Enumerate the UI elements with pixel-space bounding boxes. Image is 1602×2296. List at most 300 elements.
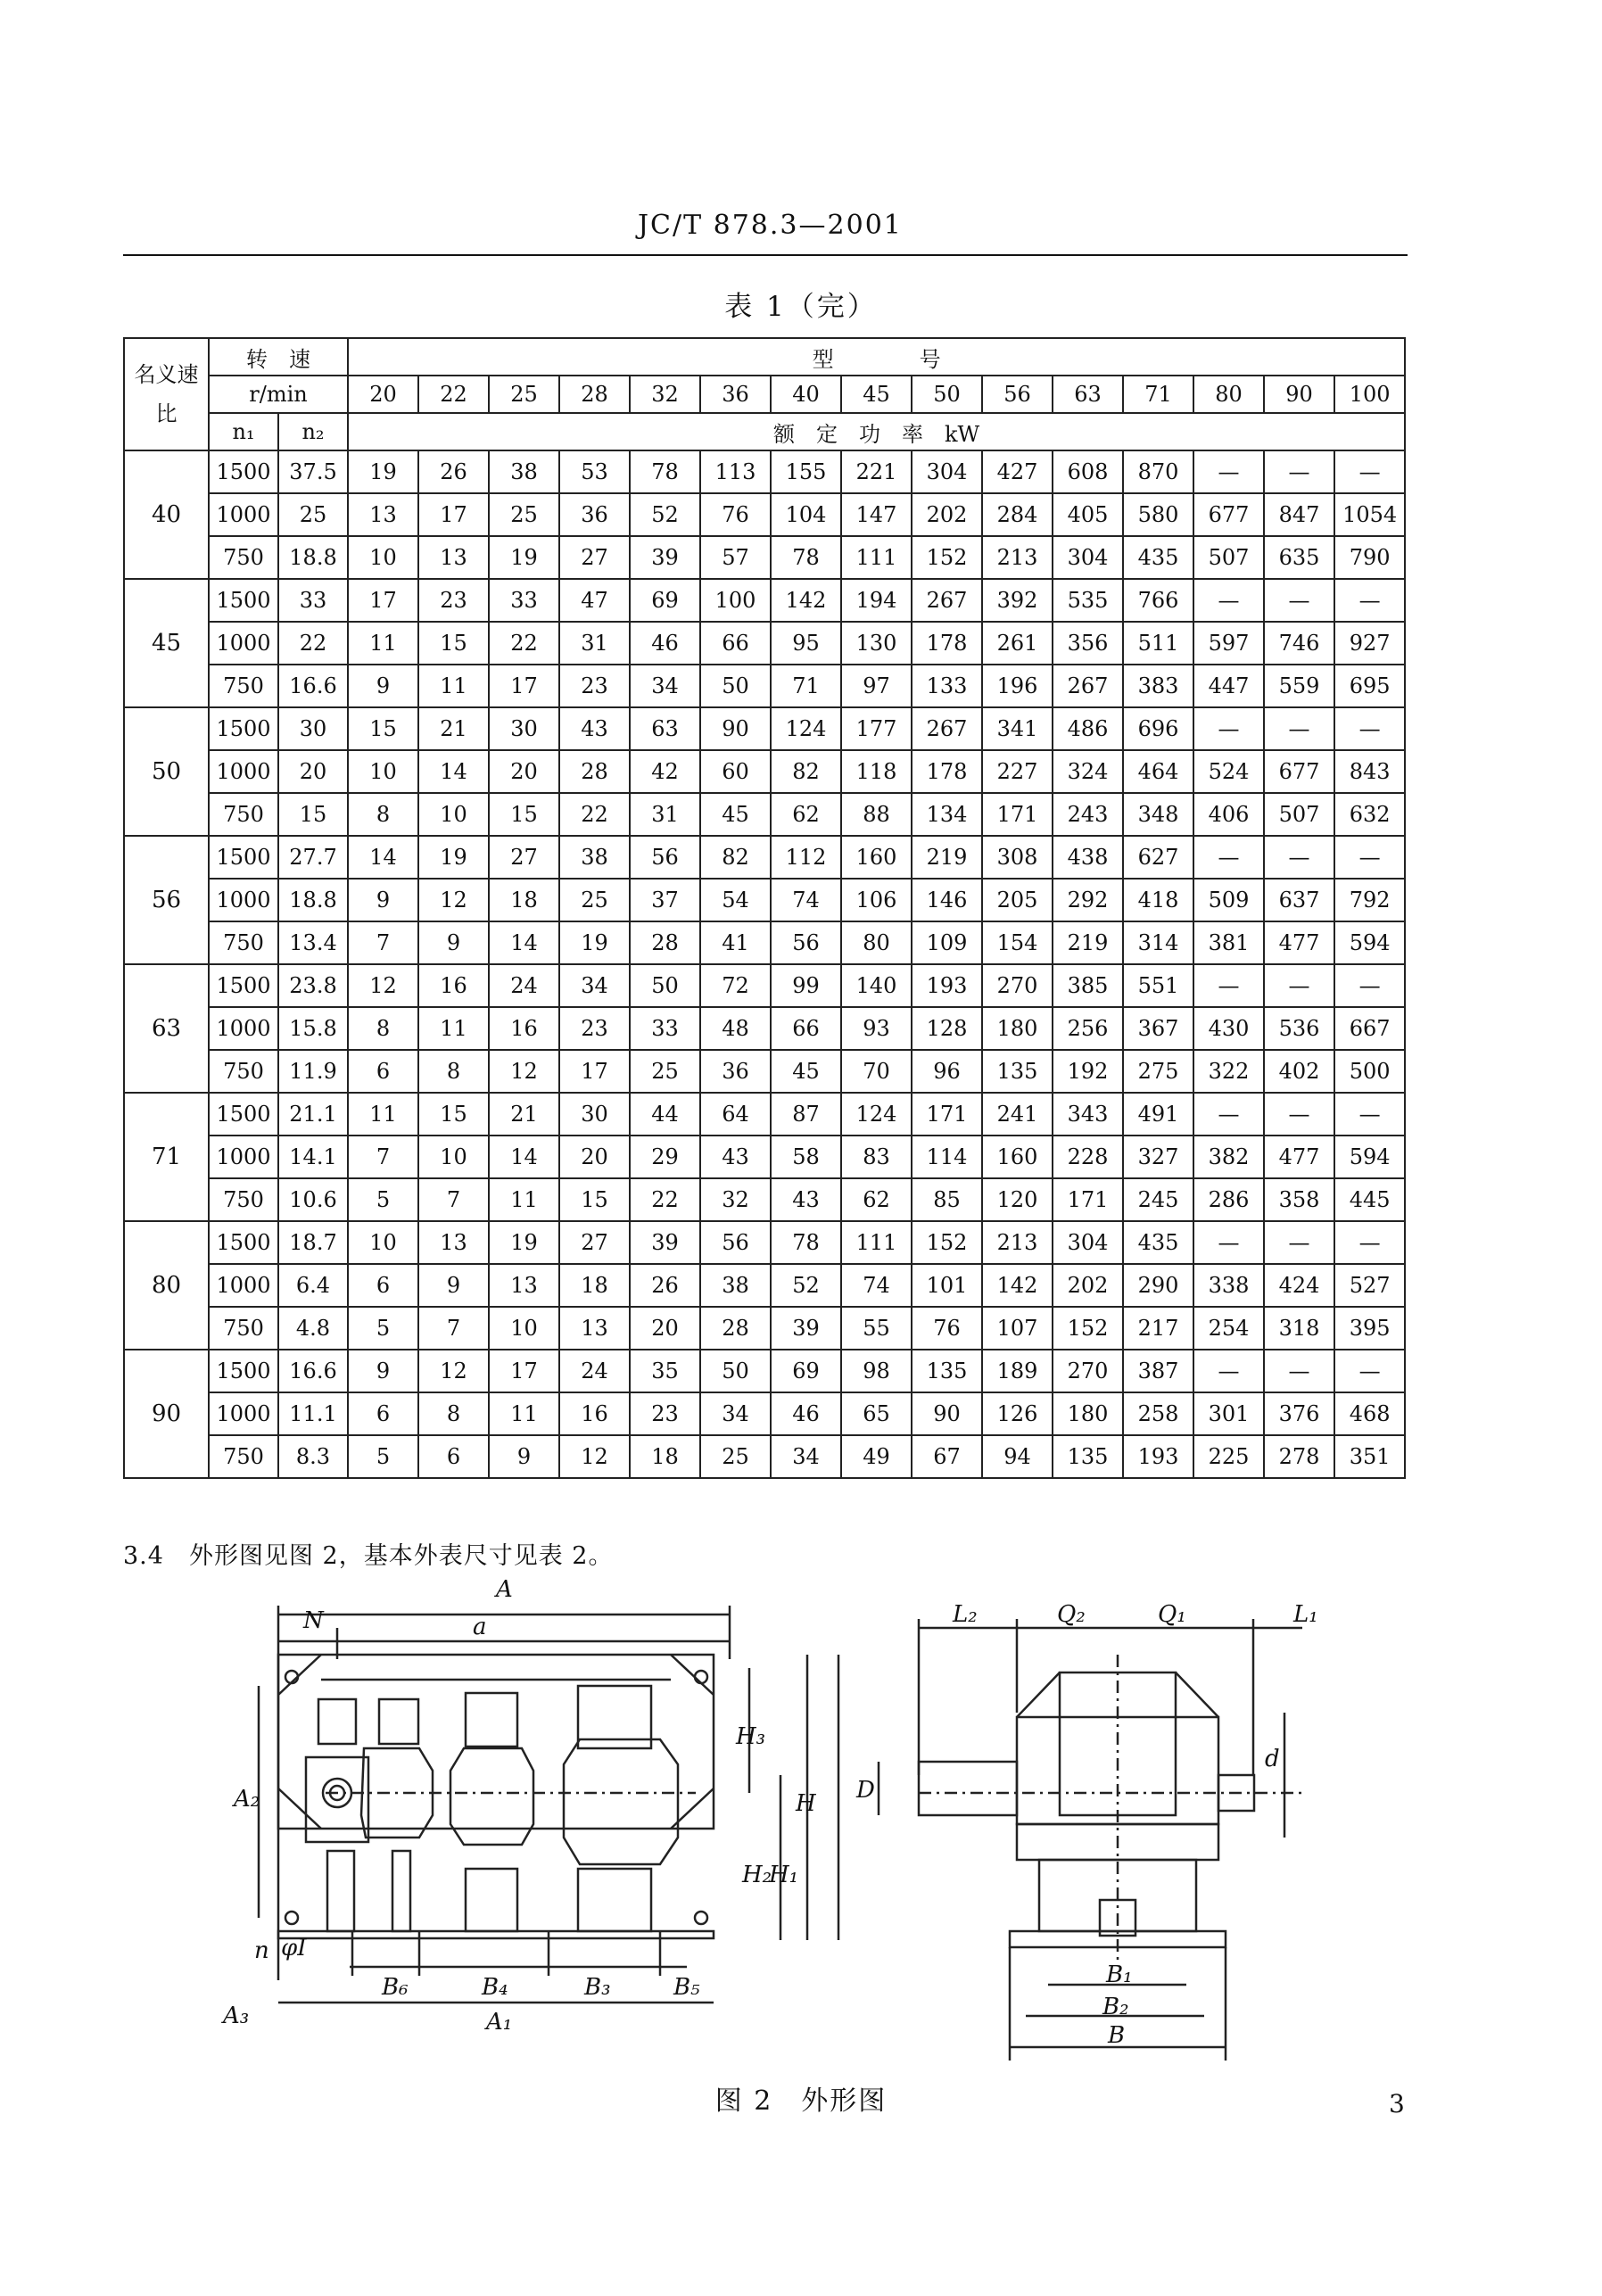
power-cell: 100 (700, 579, 771, 622)
power-cell: 696 (1123, 707, 1193, 750)
power-cell: 314 (1123, 921, 1193, 964)
power-cell: 98 (841, 1350, 912, 1392)
power-cell: 559 (1264, 665, 1334, 707)
power-cell: 270 (1053, 1350, 1123, 1392)
power-cell: 25 (630, 1050, 700, 1093)
power-cell: 6 (348, 1050, 418, 1093)
power-cell: 17 (489, 665, 559, 707)
model-cell: 90 (1264, 376, 1334, 413)
power-cell: 41 (700, 921, 771, 964)
power-cell: 78 (771, 536, 841, 579)
dim-B6: B₆ (382, 1974, 409, 2001)
power-cell: 130 (841, 622, 912, 665)
power-cell: 95 (771, 622, 841, 665)
speed-cell: 11.9 (278, 1050, 348, 1093)
power-cell: 26 (418, 450, 489, 493)
speed-cell: 8.3 (278, 1435, 348, 1478)
model-cell: 28 (559, 376, 630, 413)
power-cell: 14 (489, 1136, 559, 1178)
dim-Q1: Q₁ (1158, 1601, 1186, 1628)
power-cell: 69 (630, 579, 700, 622)
power-cell: 90 (700, 707, 771, 750)
power-cell: 356 (1053, 622, 1123, 665)
power-cell: 254 (1193, 1307, 1264, 1350)
model-cell: 40 (771, 376, 841, 413)
speed-cell: 1500 (209, 1221, 278, 1264)
section-paragraph: 3.4 外形图见图 2，基本外表尺寸见表 2。 (123, 1542, 614, 1570)
power-cell: 491 (1123, 1093, 1193, 1136)
power-cell: 50 (700, 1350, 771, 1392)
power-cell: 29 (630, 1136, 700, 1178)
power-cell: 93 (841, 1007, 912, 1050)
power-cell: 11 (489, 1178, 559, 1221)
power-cell: 38 (489, 450, 559, 493)
speed-cell: 6.4 (278, 1264, 348, 1307)
power-cell: 38 (700, 1264, 771, 1307)
power-cell: 847 (1264, 493, 1334, 536)
power-cell: 318 (1264, 1307, 1334, 1350)
power-cell: 290 (1123, 1264, 1193, 1307)
power-cell: 171 (912, 1093, 982, 1136)
speed-cell: 750 (209, 1307, 278, 1350)
power-cell: 367 (1123, 1007, 1193, 1050)
speed-cell: 750 (209, 536, 278, 579)
power-cell: 580 (1123, 493, 1193, 536)
power-cell: 243 (1053, 793, 1123, 836)
speed-cell: 11.1 (278, 1392, 348, 1435)
dim-a: a (473, 1614, 487, 1640)
power-cell: 90 (912, 1392, 982, 1435)
power-cell: 124 (771, 707, 841, 750)
power-cell: 107 (982, 1307, 1053, 1350)
power-cell: 50 (700, 665, 771, 707)
power-cell: 33 (630, 1007, 700, 1050)
power-cell: 405 (1053, 493, 1123, 536)
power-cell: 135 (912, 1350, 982, 1392)
power-cell: 19 (559, 921, 630, 964)
power-cell: 42 (630, 750, 700, 793)
power-cell: 12 (559, 1435, 630, 1478)
power-cell: — (1264, 1093, 1334, 1136)
power-cell: 80 (841, 921, 912, 964)
power-cell: 28 (630, 921, 700, 964)
speed-cell: 16.6 (278, 665, 348, 707)
power-cell: 221 (841, 450, 912, 493)
power-cell: 608 (1053, 450, 1123, 493)
power-cell: — (1193, 836, 1264, 879)
dim-D: D (856, 1777, 875, 1804)
power-cell: 477 (1264, 1136, 1334, 1178)
power-cell: 13 (489, 1264, 559, 1307)
model-cell: 32 (630, 376, 700, 413)
power-cell: 1054 (1334, 493, 1405, 536)
power-cell: 19 (418, 836, 489, 879)
speed-cell: 1000 (209, 622, 278, 665)
power-cell: — (1334, 1093, 1405, 1136)
power-cell: 27 (559, 536, 630, 579)
ratio-cell: 50 (124, 707, 209, 836)
speed-cell: 27.7 (278, 836, 348, 879)
power-cell: 627 (1123, 836, 1193, 879)
speed-cell: 18.8 (278, 879, 348, 921)
power-cell: 11 (418, 665, 489, 707)
power-cell: 44 (630, 1093, 700, 1136)
power-cell: 507 (1193, 536, 1264, 579)
dim-B5: B₅ (673, 1974, 700, 2001)
power-cell: — (1334, 964, 1405, 1007)
power-cell: 34 (559, 964, 630, 1007)
power-cell: 464 (1123, 750, 1193, 793)
power-cell: 124 (841, 1093, 912, 1136)
power-cell: 551 (1123, 964, 1193, 1007)
power-cell: 213 (982, 1221, 1053, 1264)
ratio-cell: 90 (124, 1350, 209, 1478)
n2-header: n₂ (278, 413, 348, 450)
power-cell: 322 (1193, 1050, 1264, 1093)
power-cell: 193 (1123, 1435, 1193, 1478)
power-cell: 26 (630, 1264, 700, 1307)
speed-cell: 750 (209, 793, 278, 836)
power-cell: 301 (1193, 1392, 1264, 1435)
power-cell: 32 (700, 1178, 771, 1221)
power-cell: 180 (982, 1007, 1053, 1050)
power-cell: 20 (489, 750, 559, 793)
power-cell: 10 (489, 1307, 559, 1350)
power-cell: 23 (630, 1392, 700, 1435)
speed-cell: 13.4 (278, 921, 348, 964)
speed-cell: 1500 (209, 450, 278, 493)
ratio-cell: 45 (124, 579, 209, 707)
power-cell: 486 (1053, 707, 1123, 750)
power-cell: 267 (1053, 665, 1123, 707)
speed-cell: 1000 (209, 1264, 278, 1307)
power-cell: 19 (348, 450, 418, 493)
power-cell: 6 (348, 1392, 418, 1435)
figure-caption: 图 2 外形图 (714, 2085, 888, 2117)
speed-cell: 22 (278, 622, 348, 665)
power-cell: 7 (348, 921, 418, 964)
power-cell: 56 (700, 1221, 771, 1264)
power-cell: 171 (982, 793, 1053, 836)
power-cell: 7 (348, 1136, 418, 1178)
power-header: 额 定 功 率 kW (348, 413, 1405, 450)
power-cell: 275 (1123, 1050, 1193, 1093)
power-cell: 101 (912, 1264, 982, 1307)
power-cell: 147 (841, 493, 912, 536)
speed-cell: 750 (209, 921, 278, 964)
power-cell: — (1193, 964, 1264, 1007)
power-cell: 5 (348, 1178, 418, 1221)
power-cell: 74 (771, 879, 841, 921)
power-cell: — (1334, 707, 1405, 750)
power-cell: 43 (700, 1136, 771, 1178)
power-cell: 21 (418, 707, 489, 750)
power-cell: 66 (771, 1007, 841, 1050)
power-cell: 213 (982, 536, 1053, 579)
power-cell: 286 (1193, 1178, 1264, 1221)
power-cell: 524 (1193, 750, 1264, 793)
power-cell: 14 (489, 921, 559, 964)
power-cell: 43 (771, 1178, 841, 1221)
speed-cell: 23.8 (278, 964, 348, 1007)
power-cell: 424 (1264, 1264, 1334, 1307)
ratio-cell: 56 (124, 836, 209, 964)
power-cell: 15 (348, 707, 418, 750)
power-cell: 327 (1123, 1136, 1193, 1178)
power-cell: 192 (1053, 1050, 1123, 1093)
power-cell: 23 (559, 1007, 630, 1050)
speed-cell: 21.1 (278, 1093, 348, 1136)
power-cell: 28 (559, 750, 630, 793)
power-cell: 695 (1334, 665, 1405, 707)
speed-cell: 15.8 (278, 1007, 348, 1050)
power-cell: 17 (489, 1350, 559, 1392)
power-cell: — (1264, 707, 1334, 750)
power-cell: 5 (348, 1307, 418, 1350)
power-cell: 33 (489, 579, 559, 622)
power-cell: 308 (982, 836, 1053, 879)
power-cell: 21 (489, 1093, 559, 1136)
power-cell: 135 (1053, 1435, 1123, 1478)
power-cell: 14 (418, 750, 489, 793)
power-cell: 14 (348, 836, 418, 879)
power-cell: 15 (489, 793, 559, 836)
power-cell: — (1193, 707, 1264, 750)
dim-Q2: Q₂ (1057, 1601, 1086, 1628)
power-cell: 23 (418, 579, 489, 622)
power-cell: — (1264, 964, 1334, 1007)
document-header: JC/T 878.3—2001 (638, 210, 903, 241)
power-cell: 134 (912, 793, 982, 836)
power-cell: 594 (1334, 1136, 1405, 1178)
ratio-cell: 80 (124, 1221, 209, 1350)
power-cell: 113 (700, 450, 771, 493)
power-cell: 383 (1123, 665, 1193, 707)
power-cell: 65 (841, 1392, 912, 1435)
power-cell: 34 (700, 1392, 771, 1435)
power-cell: 927 (1334, 622, 1405, 665)
power-cell: 88 (841, 793, 912, 836)
power-cell: 406 (1193, 793, 1264, 836)
power-cell: 10 (348, 536, 418, 579)
power-cell: 746 (1264, 622, 1334, 665)
power-cell: 500 (1334, 1050, 1405, 1093)
model-cell: 56 (982, 376, 1053, 413)
power-cell: 245 (1123, 1178, 1193, 1221)
power-cell: 9 (418, 1264, 489, 1307)
power-cell: 6 (418, 1435, 489, 1478)
power-cell: 427 (982, 450, 1053, 493)
power-cell: 178 (912, 750, 982, 793)
power-cell: 194 (841, 579, 912, 622)
power-cell: 36 (559, 493, 630, 536)
speed-cell: 1000 (209, 1392, 278, 1435)
power-cell: 468 (1334, 1392, 1405, 1435)
power-cell: 62 (841, 1178, 912, 1221)
power-cell: — (1334, 450, 1405, 493)
power-cell: 70 (841, 1050, 912, 1093)
power-cell: 677 (1193, 493, 1264, 536)
power-cell: 85 (912, 1178, 982, 1221)
power-cell: 677 (1264, 750, 1334, 793)
power-cell: 13 (559, 1307, 630, 1350)
power-cell: 28 (700, 1307, 771, 1350)
power-cell: 766 (1123, 579, 1193, 622)
power-cell: 445 (1334, 1178, 1405, 1221)
power-cell: 12 (489, 1050, 559, 1093)
power-cell: 304 (1053, 1221, 1123, 1264)
power-cell: 12 (348, 964, 418, 1007)
power-cell: 31 (559, 622, 630, 665)
power-cell: 152 (912, 1221, 982, 1264)
dim-H: H (796, 1790, 816, 1817)
power-cell: 114 (912, 1136, 982, 1178)
dim-phiI: φI (281, 1935, 307, 1962)
power-cell: 10 (418, 793, 489, 836)
power-cell: 8 (418, 1050, 489, 1093)
power-cell: 527 (1334, 1264, 1405, 1307)
power-cell: 205 (982, 879, 1053, 921)
power-cell: — (1264, 1221, 1334, 1264)
power-cell: 142 (982, 1264, 1053, 1307)
power-cell: 49 (841, 1435, 912, 1478)
speed-cell: 1500 (209, 1093, 278, 1136)
power-cell: 111 (841, 1221, 912, 1264)
speed-cell: 37.5 (278, 450, 348, 493)
power-cell: 870 (1123, 450, 1193, 493)
speed-cell: 15 (278, 793, 348, 836)
speed-cell: 1000 (209, 879, 278, 921)
ratio-cell: 40 (124, 450, 209, 579)
power-cell: 47 (559, 579, 630, 622)
power-cell: 54 (700, 879, 771, 921)
speed-cell: 18.8 (278, 536, 348, 579)
power-cell: 15 (418, 622, 489, 665)
power-cell: 351 (1334, 1435, 1405, 1478)
power-cell: 6 (348, 1264, 418, 1307)
power-cell: 25 (559, 879, 630, 921)
dim-H3: H₃ (736, 1723, 766, 1750)
power-cell: 111 (841, 536, 912, 579)
speed-cell: 10.6 (278, 1178, 348, 1221)
power-cell: 304 (1053, 536, 1123, 579)
dim-B: B (1108, 2022, 1126, 2049)
power-cell: 58 (771, 1136, 841, 1178)
power-cell: 135 (982, 1050, 1053, 1093)
speed-cell: 30 (278, 707, 348, 750)
power-cell: 11 (489, 1392, 559, 1435)
power-cell: 37 (630, 879, 700, 921)
power-cell: 72 (700, 964, 771, 1007)
power-cell: 45 (771, 1050, 841, 1093)
speed-cell: 1500 (209, 707, 278, 750)
speed-cell: 1500 (209, 836, 278, 879)
power-cell: 11 (418, 1007, 489, 1050)
power-cell: 97 (841, 665, 912, 707)
power-cell: 140 (841, 964, 912, 1007)
speed-cell: 1500 (209, 1350, 278, 1392)
power-cell: 202 (1053, 1264, 1123, 1307)
power-cell: 535 (1053, 579, 1123, 622)
ratio-header: 名义速比 (124, 338, 209, 450)
model-cell: 80 (1193, 376, 1264, 413)
power-cell: 106 (841, 879, 912, 921)
dim-H1: H₁ (769, 1862, 799, 1888)
power-cell: 43 (559, 707, 630, 750)
power-cell: 78 (630, 450, 700, 493)
power-cell: 13 (418, 1221, 489, 1264)
power-cell: 267 (912, 707, 982, 750)
power-cell: 52 (771, 1264, 841, 1307)
speed-cell: 1500 (209, 964, 278, 1007)
power-cell: 381 (1193, 921, 1264, 964)
power-cell: 270 (982, 964, 1053, 1007)
power-cell: 430 (1193, 1007, 1264, 1050)
model-cell: 25 (489, 376, 559, 413)
model-cell: 63 (1053, 376, 1123, 413)
power-cell: 55 (841, 1307, 912, 1350)
power-cell: 25 (700, 1435, 771, 1478)
power-cell: 435 (1123, 536, 1193, 579)
power-cell: 637 (1264, 879, 1334, 921)
power-cell: 15 (559, 1178, 630, 1221)
power-cell: — (1334, 836, 1405, 879)
power-cell: 24 (489, 964, 559, 1007)
power-cell: 395 (1334, 1307, 1405, 1350)
power-cell: 376 (1264, 1392, 1334, 1435)
power-cell: 292 (1053, 879, 1123, 921)
power-cell: 82 (700, 836, 771, 879)
power-cell: — (1264, 836, 1334, 879)
power-cell: — (1334, 1221, 1405, 1264)
power-cell: — (1193, 1221, 1264, 1264)
power-cell: 63 (630, 707, 700, 750)
speed-cell: 20 (278, 750, 348, 793)
power-cell: 635 (1264, 536, 1334, 579)
page-number: 3 (1389, 2089, 1405, 2118)
power-cell: 25 (489, 493, 559, 536)
power-cell: 22 (630, 1178, 700, 1221)
power-cell: 20 (559, 1136, 630, 1178)
power-cell: 202 (912, 493, 982, 536)
power-cell: 10 (348, 750, 418, 793)
power-cell: 34 (630, 665, 700, 707)
power-cell: 392 (982, 579, 1053, 622)
power-cell: 74 (841, 1264, 912, 1307)
power-cell: 19 (489, 1221, 559, 1264)
power-cell: 261 (982, 622, 1053, 665)
power-cell: 16 (489, 1007, 559, 1050)
power-cell: 7 (418, 1178, 489, 1221)
speed-cell: 14.1 (278, 1136, 348, 1178)
power-cell: 31 (630, 793, 700, 836)
model-cell: 45 (841, 376, 912, 413)
power-cell: 87 (771, 1093, 841, 1136)
power-cell: 126 (982, 1392, 1053, 1435)
power-cell: 667 (1334, 1007, 1405, 1050)
power-cell: 64 (700, 1093, 771, 1136)
power-cell: 146 (912, 879, 982, 921)
power-cell: 66 (700, 622, 771, 665)
power-cell: 180 (1053, 1392, 1123, 1435)
power-cell: 348 (1123, 793, 1193, 836)
power-cell: 227 (982, 750, 1053, 793)
power-cell: 152 (912, 536, 982, 579)
power-cell: 8 (348, 1007, 418, 1050)
power-cell: 109 (912, 921, 982, 964)
power-cell: 120 (982, 1178, 1053, 1221)
power-cell: 507 (1264, 793, 1334, 836)
